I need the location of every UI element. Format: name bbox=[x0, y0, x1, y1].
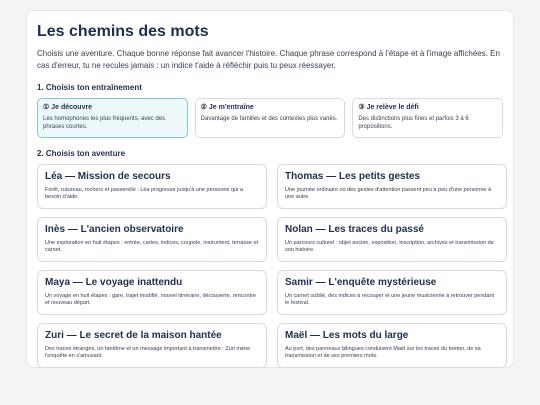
training-heading: 1. Choisis ton entraînement bbox=[37, 83, 142, 92]
adventure-title: Maël — Les mots du large bbox=[285, 330, 409, 341]
level-discover-button[interactable] bbox=[37, 98, 188, 138]
main-panel bbox=[26, 10, 514, 368]
level-title: ① Je découvre bbox=[43, 104, 93, 111]
adventure-description: Forêt, ruisseau, rochers et passerelle : Léa progresse jusqu'à une personne qui a besoin d'aide. bbox=[45, 187, 243, 200]
adventure-title: Inès — L'ancien observatoire bbox=[45, 224, 184, 235]
adventure-title: Léa — Mission de secours bbox=[45, 171, 171, 182]
adventure-card-mael[interactable] bbox=[277, 323, 507, 368]
adventure-card-maya[interactable] bbox=[37, 270, 267, 315]
intro-text: Choisis une aventure. Chaque bonne réponse fait avancer l'histoire. Chaque phrase correspond à l'étape et à l'image affichées. En cas d'erreur, tu ne recules jamais : un indice t'aide à réfléchir puis tu peux réessayer. bbox=[37, 49, 500, 70]
adventure-card-zuri[interactable] bbox=[37, 323, 267, 368]
adventure-description: Une journée ordinaire où des gestes d'attention passent peu à peu d'une personne à une autre. bbox=[285, 187, 492, 200]
adventure-description: Un parcours culturel : objet ancien, exposition, inscription, archives et transmission de son histoire. bbox=[285, 240, 494, 253]
level-challenge-button[interactable] bbox=[352, 98, 503, 138]
page-title: Les chemins des mots bbox=[37, 23, 209, 40]
adventure-card-thomas[interactable] bbox=[277, 164, 507, 209]
adventure-title: Maya — Le voyage inattendu bbox=[45, 277, 183, 288]
adventure-title: Thomas — Les petits gestes bbox=[285, 171, 421, 182]
adventure-title: Samir — L'enquête mystérieuse bbox=[285, 277, 437, 288]
adventure-description: Au port, des panneaux bilingues conduisent Maël sur les traces du breton, de sa transmission et de ses premiers mots. bbox=[285, 346, 481, 359]
adventure-heading: 2. Choisis ton aventure bbox=[37, 149, 126, 158]
adventure-grid bbox=[37, 164, 503, 368]
level-practice-button[interactable] bbox=[195, 98, 346, 138]
adventure-description: Une exploration en huit étapes : entrée, cartes, indices, coupole, instrument, terrasse et carnet. bbox=[45, 240, 259, 253]
adventure-card-nolan[interactable] bbox=[277, 217, 507, 262]
adventure-description: Un carnet oublié, des indices à recouper et une jeune musicienne à retrouver pendant le festival. bbox=[285, 293, 495, 306]
level-list bbox=[37, 98, 503, 138]
adventure-card-samir[interactable] bbox=[277, 270, 507, 315]
level-description: Les homophones les plus fréquents, avec des phrases courtes. bbox=[43, 116, 166, 130]
level-title: ③ Je relève le défi bbox=[358, 104, 419, 111]
adventure-card-lea[interactable] bbox=[37, 164, 267, 209]
adventure-card-ines[interactable] bbox=[37, 217, 267, 262]
adventure-description: Un voyage en huit étapes : gare, trajet modifié, nouvel itinéraire, découverte, rencontre et nouveau départ. bbox=[45, 293, 256, 306]
level-title: ② Je m'entraîne bbox=[200, 104, 254, 111]
adventure-title: Nolan — Les traces du passé bbox=[285, 224, 424, 235]
adventure-title: Zuri — Le secret de la maison hantée bbox=[45, 330, 222, 341]
level-description: Des distinctions plus fines et parfois 3 à 6 propositions. bbox=[358, 116, 469, 130]
adventure-description: Des traces étranges, un fantôme et un message important à transmettre : Zuri mène l'enquête en s'amusant. bbox=[45, 346, 251, 359]
level-description: Davantage de familles et des contextes plus variés. bbox=[200, 116, 338, 122]
